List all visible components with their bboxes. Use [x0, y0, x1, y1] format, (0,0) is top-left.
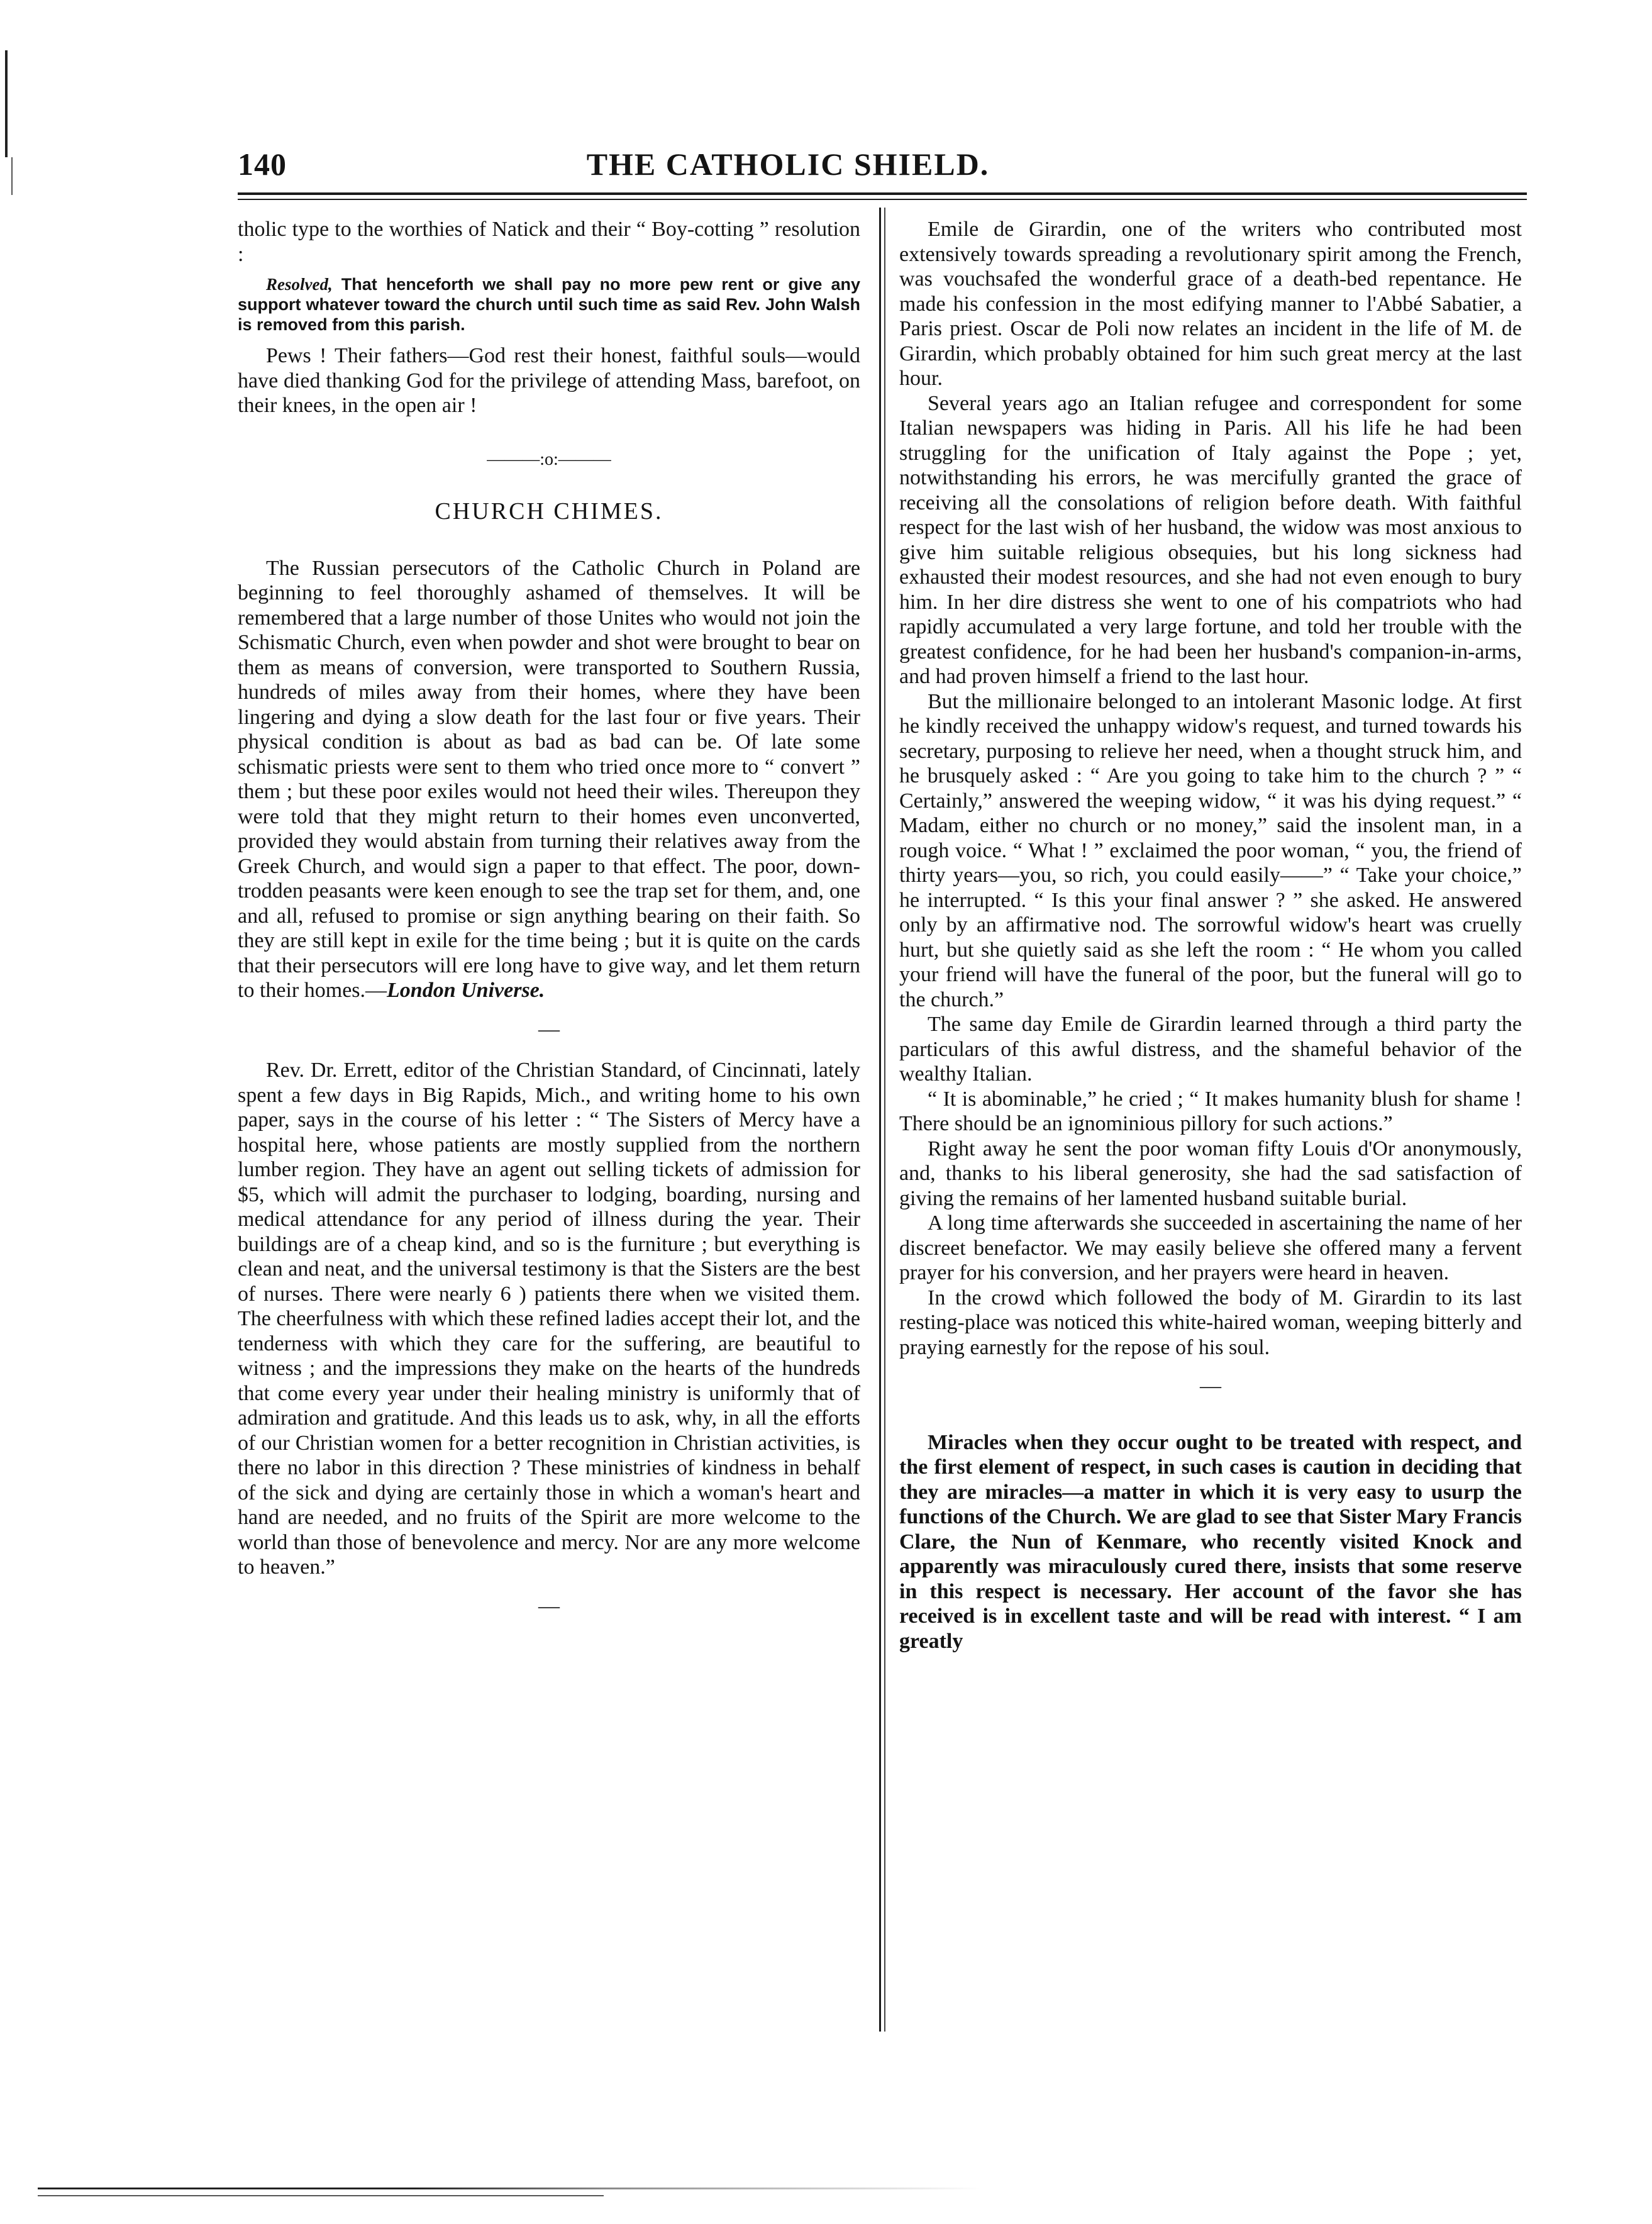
resolution-label: Resolved, — [266, 275, 333, 294]
paragraph-text: The Russian persecutors of the Catholic Church in Poland are beginning to feel thoroughly ashamed of themselves. It will be remembered that a large number of those Unites who would not join the Schismatic Church, even when powder and shot were brought to bear on them as means of conversion, were transported to Southern Russia, hundreds of miles away from their homes, where they have been lingering and dying a slow death for the last four or five years. Their physical condition is about as bad as bad can be. Of late some schismatic priests were sent to them who tried once more to “ convert ” them ; but these poor exiles would not heed their wiles. Thereupon they were told that they might return to their homes even unconverted, provided they would abstain from turning their relatives away from the Greek Church, and would sign a paper to that effect. The poor, down-trodden peasants were keen enough to see the trap set for them, and, one and all, refused to promise or sign anything bearing on their faith. So they are still kept in exile for the time being ; but it is quite on the cards that their persecutors will ere long have to give way, and let them return to their homes.— — [238, 556, 860, 1002]
section-separator: ———:o:——— — [487, 449, 611, 469]
paragraph: tholic type to the worthies of Natick and their “ Boy-cotting ” resolution : — [238, 218, 860, 266]
header-rule-thick — [238, 192, 1527, 195]
resolution-text: That henceforth we shall pay no more pew rent or give any support whatever toward the church until such time as said Rev. John Walsh is removed from this parish. — [238, 275, 860, 334]
paragraph: The same day Emile de Girardin learned through a third party the particulars of this awful distress, and the shameful behavior of the wealthy Italian. — [899, 1013, 1522, 1086]
paragraph: Miracles when they occur ought to be treated with respect, and the first element of respect, in such cases is caution in deciding that they are miracles—a matter in which it is very easy to usurp the functions of the Church. We are glad to see that Sister Mary Francis Clare, the Nun of Kenmare, who recently visited Knock and apparently was miraculously cured there, insists that some reserve in this respect is necessary. Her account of the favor she has received is in excellent taste and will be read with interest. “ I am greatly — [899, 1430, 1522, 1653]
paragraph: Pews ! Their fathers—God rest their honest, faithful souls—would have died thanking God for the privilege of attending Mass, barefoot, on their knees, in the open air ! — [238, 344, 860, 417]
page-header — [238, 146, 1527, 196]
paragraph: Right away he sent the poor woman fifty Louis d'Or anonymously, and, thanks to his liberal generosity, she had the sad satisfaction of giving the remains of her lamented husband suitable burial. — [899, 1137, 1522, 1210]
binding-edge-mark-secondary — [11, 157, 13, 195]
left-column — [238, 217, 860, 1635]
paragraph: A long time afterwards she succeeded in ascertaining the name of her discreet benefactor. We may easily believe she offered many a fervent prayer for his conversion, and her prayers were heard in heaven. — [899, 1211, 1522, 1284]
resolution-quote — [238, 274, 860, 335]
binding-edge-mark — [5, 50, 8, 157]
journal-title: THE CATHOLIC SHIELD. — [586, 147, 990, 182]
paragraph: In the crowd which followed the body of M. Girardin to its last resting-place was noticed this white-haired woman, weeping bitterly and praying earnestly for the repose of his soul. — [899, 1286, 1522, 1359]
paragraph: “ It is abominable,” he cried ; “ It makes humanity blush for shame ! There should be an ignominious pillory for such actions.” — [899, 1087, 1522, 1135]
article-divider: — — [538, 1017, 560, 1041]
paragraph: Several years ago an Italian refugee and correspondent for some Italian newspapers was hiding in Paris. All his life he had been struggling for the unification of Italy against the Pope ; yet, notwithstanding his errors, he was mercifully granted the grace of receiving all the consolations of religion before death. With faithful respect for the last wish of her husband, the widow was most anxious to give him suitable religious obsequies, but his long sickness had exhausted their modest resources, and she had not even enough to bury him. In her dire distress she went to one of his compatriots who had rapidly accumulated a very large fortune, and told her trouble with the greatest confidence, for he had been her husband's companion-in-arms, and had proven himself a friend to the last hour. — [899, 391, 1522, 688]
header-rule-thin — [238, 199, 1527, 200]
column-divider-secondary — [884, 208, 885, 2032]
article-divider: — — [538, 1594, 560, 1618]
paragraph: Emile de Girardin, one of the writers who contributed most extensively towards spreading a revolutionary spirit among the French, was vouchsafed the wonderful grace of a death-bed repentance. He made his confession in the most edifying manner to l'Abbé Sabatier, a Paris priest. Oscar de Poli now relates an incident in the life of M. de Girardin, which probably obtained for him such great mercy at the last hour. — [899, 218, 1522, 390]
scan-edge-line-secondary — [38, 2195, 604, 2196]
right-column — [899, 217, 1522, 1654]
scan-edge-line — [38, 2188, 981, 2189]
section-heading: CHURCH CHIMES. — [435, 498, 663, 525]
article-divider: — — [1200, 1374, 1221, 1398]
source-citation: London Universe. — [387, 979, 545, 1002]
page-number: 140 — [238, 147, 287, 182]
paragraph: But the millionaire belonged to an intolerant Masonic lodge. At first he kindly received the unhappy widow's request, and turned towards his secretary, purposing to relieve her need, when a thought struck him, and he brusquely asked : “ Are you going to take him to the church ? ” “ Certainly,” answered the weeping widow, “ it was his dying request.” “ Madam, either no church or no money,” said the insolent man, in a rough voice. “ What ! ” exclaimed the poor woman, “ you, the friend of thirty years—you, so rich, you could easily——” “ Take your choice,” he interrupted. “ Is this your final answer ? ” she asked. He answered only by an affirmative nod. The sorrowful widow's heart was cruelly hurt, but she quietly said as she left the room : “ He whom you called your friend will have the funeral of the poor, but the funeral will go to the church.” — [899, 689, 1522, 1011]
spacer — [899, 1415, 1522, 1430]
column-divider — [879, 208, 881, 2032]
paragraph — [238, 556, 860, 1003]
paragraph: Rev. Dr. Errett, editor of the Christian Standard, of Cincinnati, lately spent a few days in Big Rapids, Mich., and writing home to his own paper, says in the course of his letter : “ The Sisters of Mercy have a hospital here, whose patients are mostly supplied from the northern lumber region. They have an agent out selling tickets of admission for $5, which will admit the purchaser to lodging, boarding, nursing and medical attendance for any period of illness during the year. Their buildings are of a cheap kind, and so is the furniture ; but everything is clean and neat, and the universal testimony is that the Sisters are the best of nurses. There were nearly 6 ) patients there when we visited them. The cheerfulness with which these refined ladies accept their lot, and the tenderness with which they care for the suffering, are beautiful to witness ; and the impressions they make on the hearts of the hundreds that come every year under their healing ministry is uniformly that of admiration and gratitude. And this leads us to ask, why, in all the efforts of our Christian women for a better recognition in Christian activities, is there no labor in this direction ? These ministries of kindness in behalf of the sick and dying are certainly those in which a woman's heart and hand are needed, and no fruits of the Spirit are more welcome to the world than those of benevolence and mercy. Nor are any more welcome to heaven.” — [238, 1059, 860, 1579]
